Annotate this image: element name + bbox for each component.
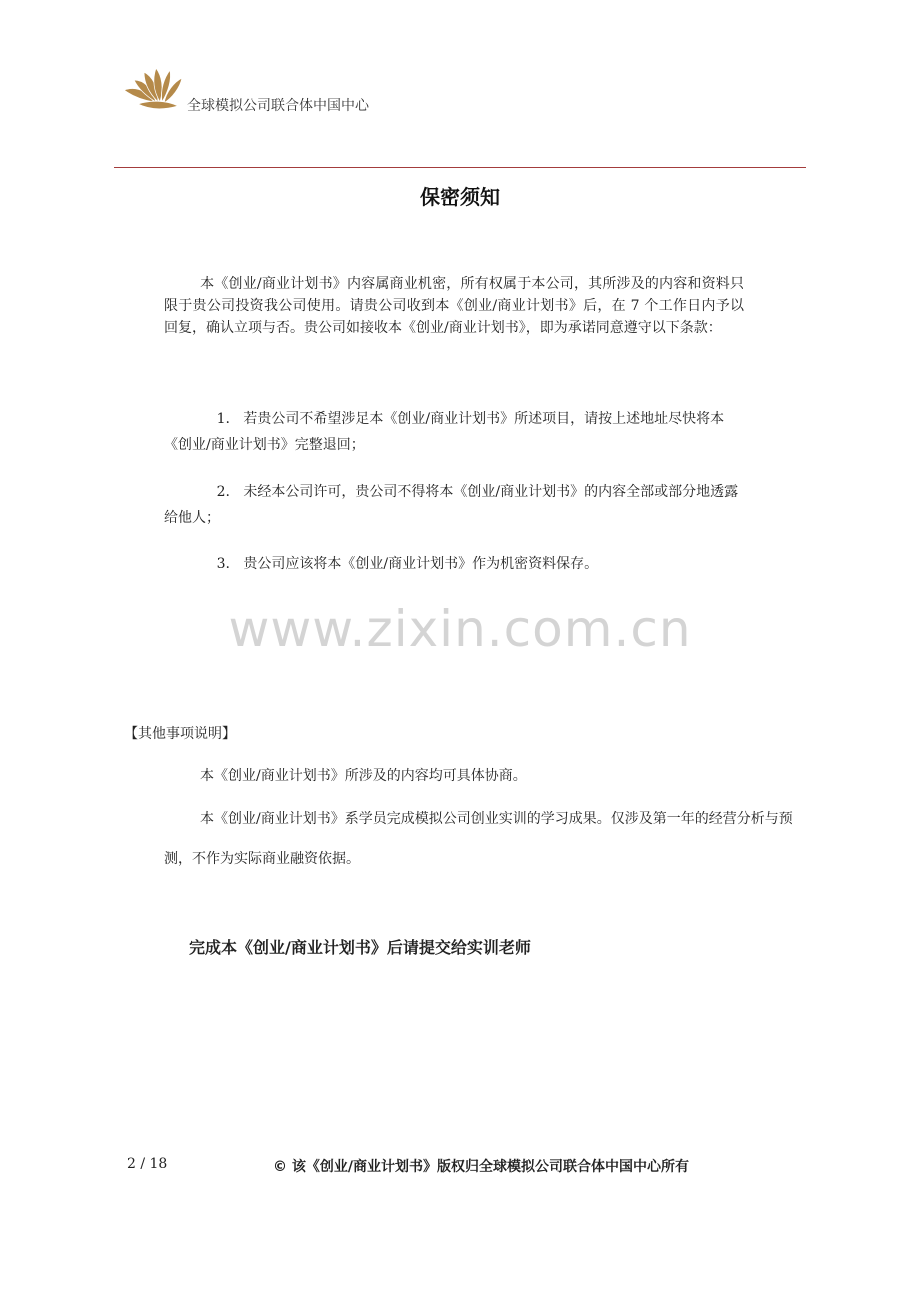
lotus-logo-icon [122,66,188,112]
note-line-2 [164,799,804,879]
clause-2 [164,479,744,531]
note-line-1 [164,756,804,796]
clause-1 [164,406,744,458]
clause-3 [164,551,744,577]
clause-text: 贵公司应该将本《创业/商业计划书》作为机密资料保存。 [243,556,599,572]
org-name: 全球模拟公司联合体中国中心 [187,98,369,114]
intro-text: 本《创业/商业计划书》内容属商业机密，所有权属于本公司，其所涉及的内容和资料只限于贵公司投资我公司使用。请贵公司收到本《创业/商业计划书》后，在 7 个工作日内予以回复，确认立项与否。贵公司如接收本《创业/商业计划书》，即为承诺同意遵守以下条款： [164,276,744,336]
header-divider [114,167,806,168]
page-title: 保密须知 [420,185,500,209]
clause-number: 2. [216,484,230,500]
clause-text: 若贵公司不希望涉足本《创业/商业计划书》所述项目，请按上述地址尽快将本《创业/商业计划书》完整退回； [164,411,725,453]
note-text: 本《创业/商业计划书》系学员完成模拟公司创业实训的学习成果。仅涉及第一年的经营分析与预测，不作为实际商业融资依据。 [164,811,793,867]
intro-paragraph [164,273,744,339]
page-number: 2 / 18 [127,1156,168,1172]
clause-text: 未经本公司许可，贵公司不得将本《创业/商业计划书》的内容全部或部分地透露给他人； [164,484,739,526]
other-notes-heading: 【其他事项说明】 [124,726,236,742]
closing-instruction: 完成本《创业/商业计划书》后请提交给实训老师 [189,938,531,957]
note-text: 本《创业/商业计划书》所涉及的内容均可具体协商。 [200,768,527,784]
clause-number: 3. [216,556,230,572]
copyright-notice: © 该《创业/商业计划书》版权归全球模拟公司联合体中国中心所有 [273,1159,689,1175]
watermark: www.zixin.com.cn [228,600,692,658]
clause-number: 1. [216,411,230,427]
